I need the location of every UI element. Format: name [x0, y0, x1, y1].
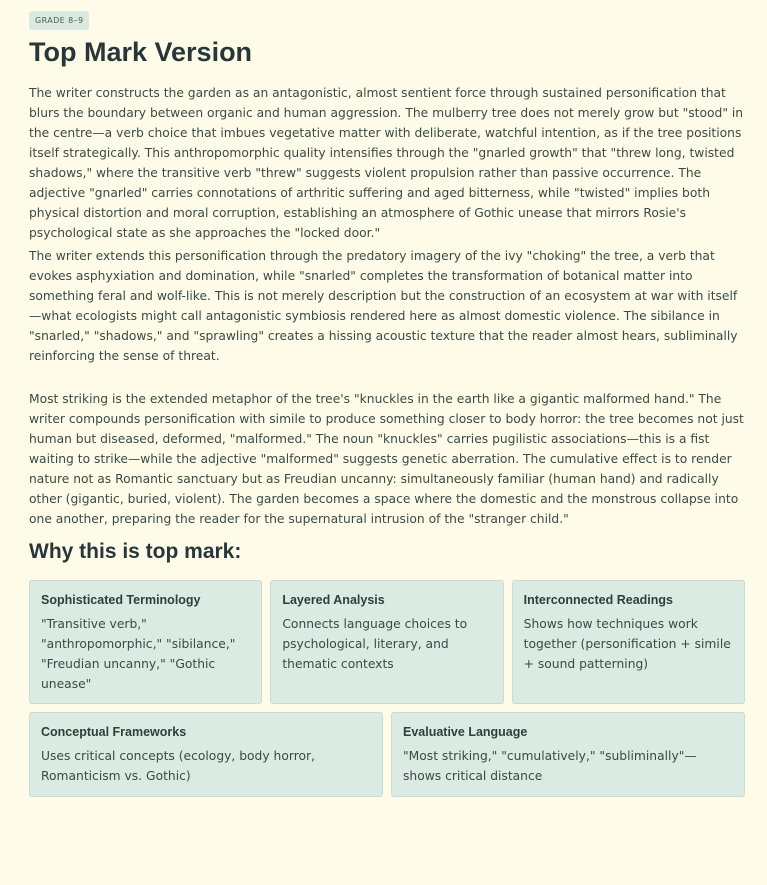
criteria-card-layered-analysis — [270, 580, 503, 704]
card-body: "Transitive verb," "anthropomorphic," "sibilance," "Freudian uncanny," "Gothic unease" — [41, 617, 236, 691]
card-body: Shows how techniques work together (personification + simile + sound patterning) — [523, 617, 731, 671]
criteria-card-evaluative-language — [391, 712, 745, 797]
card-title: Sophisticated Terminology — [41, 593, 201, 607]
card-title: Conceptual Frameworks — [41, 725, 187, 739]
card-body: Connects language choices to psychological, literary, and thematic contexts — [282, 617, 468, 671]
card-title: Interconnected Readings — [523, 593, 673, 607]
card-title: Layered Analysis — [282, 593, 385, 607]
section-title: Why this is top mark: — [29, 540, 242, 563]
card-body: "Most striking," "cumulatively," "subliminally"—shows critical distance — [403, 749, 697, 783]
analysis-paragraph-2: The writer extends this personification through the predatory imagery of the ivy "choking" the tree, a verb that evokes asphyxiation and domination, while "snarled" completes the transformation of botanical matter into something feral and wolf-like. This is not merely description but the construction of an ecosystem at war with itself—what ecologists might call antagonistic symbiosis rendered here as almost domestic violence. The sibilance in "snarled," "shadows," and "sprawling" creates a hissing acoustic texture that the reader almost hears, subliminally reinforcing the sense of threat. — [29, 249, 738, 363]
grade-badge: GRADE 8–9 — [29, 11, 89, 30]
card-title: Evaluative Language — [403, 725, 528, 739]
analysis-paragraph-1: The writer constructs the garden as an antagonistic, almost sentient force through sustained personification that blurs the boundary between organic and human aggression. The mulberry tree does not merely grow but "stood" in the centre—a verb choice that imbues vegetative matter with deliberate, watchful intention, as if the tree positions itself strategically. This anthropomorphic quality intensifies through the "gnarled growth" that "threw long, twisted shadows," where the transitive verb "threw" suggests violent propulsion rather than passive occurrence. The adjective "gnarled" carries connotations of arthritic suffering and aged bitterness, while "twisted" implies both physical distortion and moral corruption, establishing an atmosphere of Gothic unease that mirrors Rosie's psychological state as she approaches the "locked door." — [29, 86, 744, 240]
criteria-row-1 — [29, 580, 745, 704]
analysis-paragraph-3: Most striking is the extended metaphor of the tree's "knuckles in the earth like a gigantic malformed hand." The writer compounds personification with simile to produce something closer to body horror: the tree becomes not just human but diseased, deformed, "malformed." The noun "knuckles" carries pugilistic associations—this is a fist waiting to strike—while the adjective "malformed" suggests genetic aberration. The cumulative effect is to render nature not as Romantic sanctuary but as Freudian uncanny: simultaneously familiar (human hand) and radically other (gigantic, buried, violent). The garden becomes a space where the domestic and the monstrous collapse into one another, preparing the reader for the supernatural intrusion of the "stranger child." — [29, 392, 744, 526]
criteria-row-2 — [29, 712, 745, 797]
criteria-card-interconnected-readings — [512, 580, 745, 704]
card-body: Uses critical concepts (ecology, body horror, Romanticism vs. Gothic) — [41, 749, 315, 783]
criteria-card-conceptual-frameworks — [29, 712, 383, 797]
page-title: Top Mark Version — [29, 37, 253, 67]
criteria-card-terminology — [29, 580, 262, 704]
